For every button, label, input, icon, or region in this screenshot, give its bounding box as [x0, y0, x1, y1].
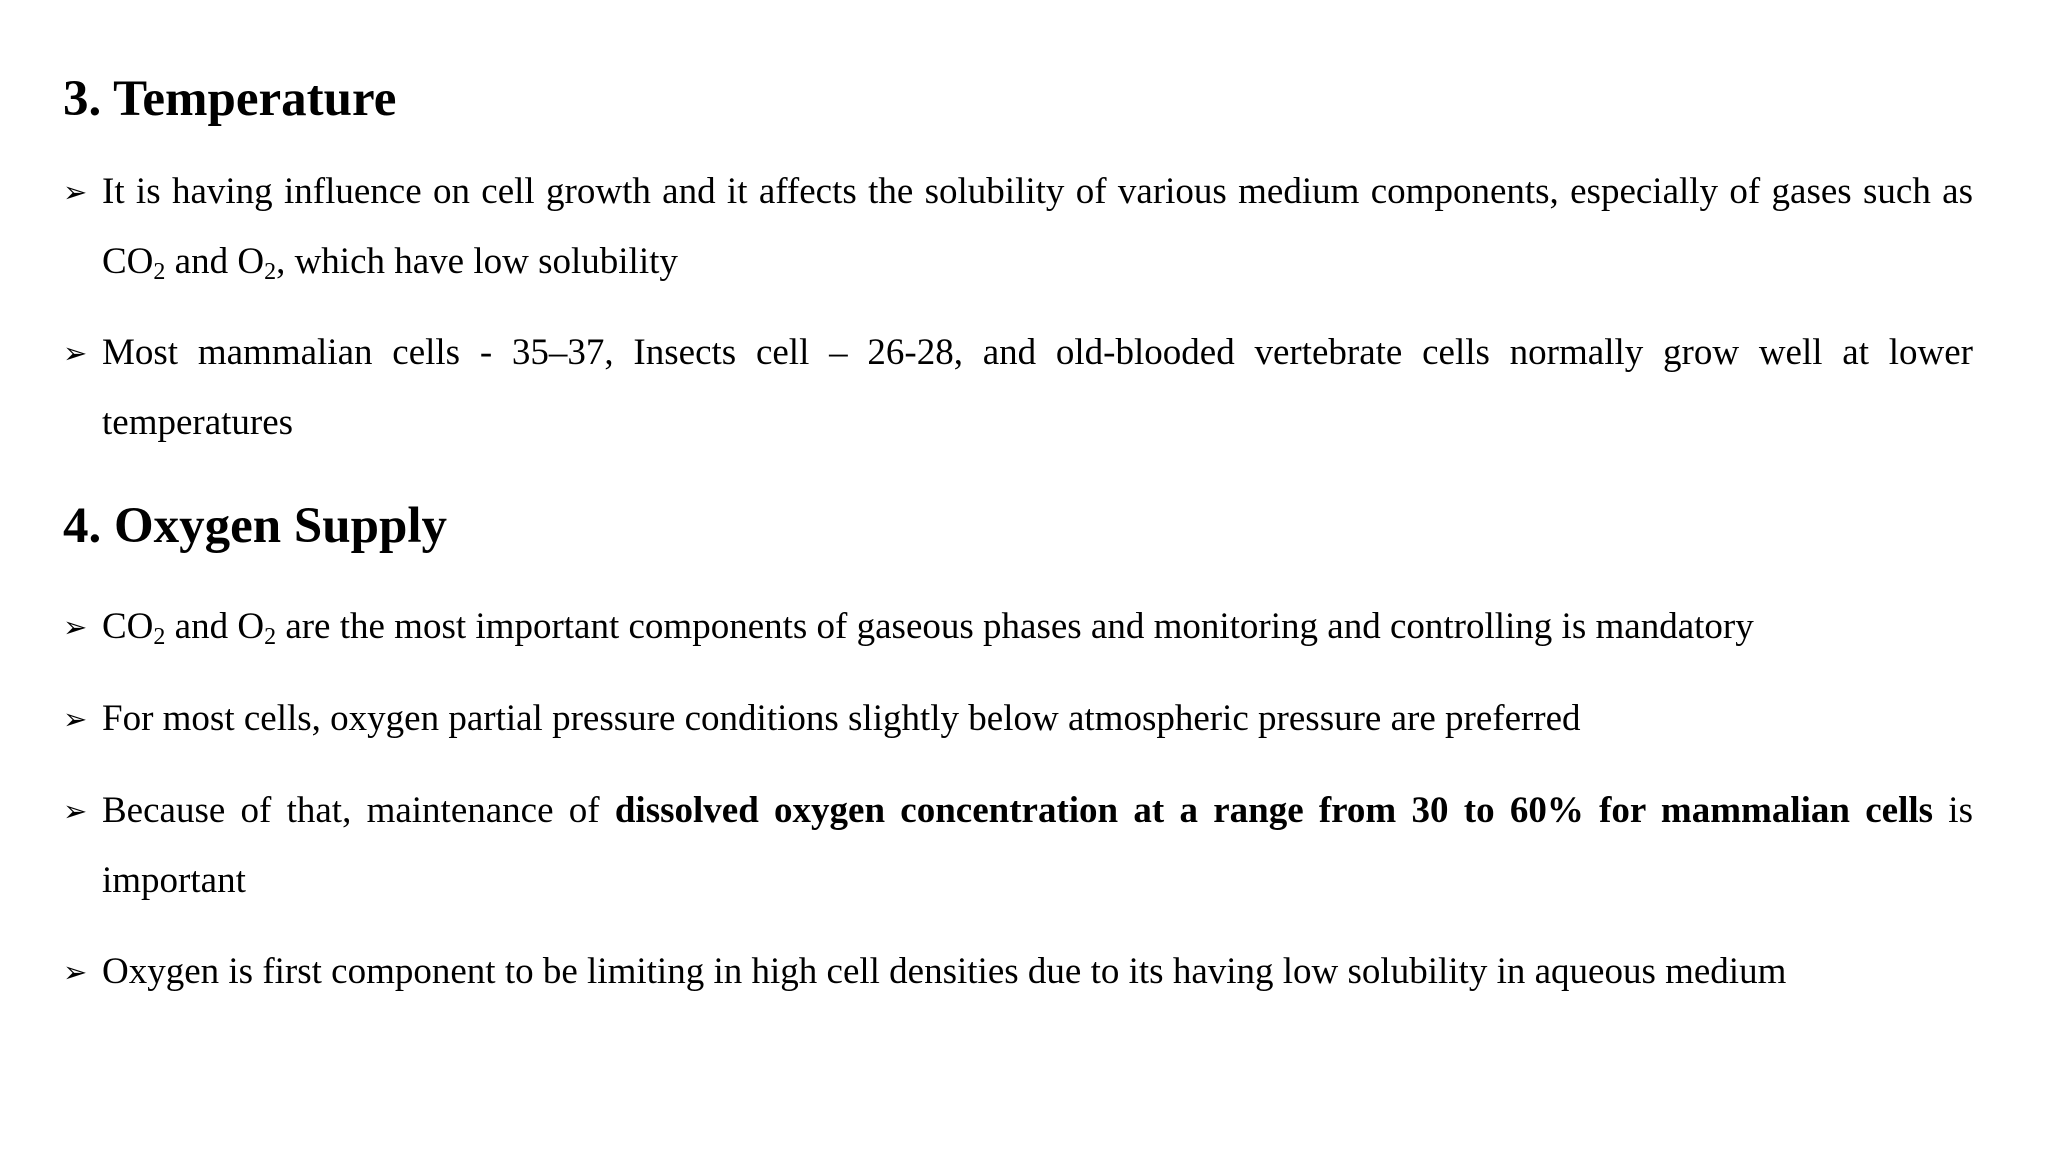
heading-temperature: 3. Temperature	[63, 71, 397, 127]
arrow-bullet-icon: ➢	[63, 175, 88, 209]
bullet-text: For most cells, oxygen partial pressure conditions slightly below atmospheric pressure are preferred	[102, 698, 1581, 739]
bullet-text: Oxygen is first component to be limiting in high cell densities due to its having low solubility in aqueous medium	[102, 951, 1787, 992]
arrow-bullet-icon: ➢	[63, 336, 88, 370]
bullet-oxygen-partial-pressure	[63, 684, 1973, 754]
bullet-oxygen-limiting	[63, 937, 1973, 1007]
arrow-bullet-icon: ➢	[63, 702, 88, 736]
bullet-temperature-ranges	[63, 318, 1973, 458]
bullet-oxygen-gaseous-phases	[63, 592, 1973, 662]
arrow-bullet-icon: ➢	[63, 955, 88, 989]
arrow-bullet-icon: ➢	[63, 610, 88, 644]
arrow-bullet-icon: ➢	[63, 794, 88, 828]
bullet-text: Most mammalian cells - 35–37, Insects cell – 26-28, and old-blooded vertebrate cells normally grow well at lower temperatures	[102, 332, 1973, 443]
bullet-text: $CO_2$ and $O_2$ are the most important components of gaseous phases and monitoring and controlling is mandatory	[102, 606, 1754, 650]
bullet-oxygen-dissolved-concentration	[63, 776, 1973, 916]
bullet-text: It is having influence on cell growth and it affects the solubility of various medium components, especially of gases such as $CO_2$ and $O_2$, which have low solubility	[102, 171, 1973, 285]
bullet-temperature-solubility	[63, 157, 1973, 297]
bold-emphasis: dissolved oxygen concentration at a range from 30 to 60% for mammalian cells	[614, 790, 1934, 831]
heading-oxygen-supply: 4. Oxygen Supply	[63, 498, 448, 554]
bullet-text: Because of that, maintenance of dissolved oxygen concentration at a range from 30 to 60% for mammalian cells is important	[102, 790, 1973, 901]
